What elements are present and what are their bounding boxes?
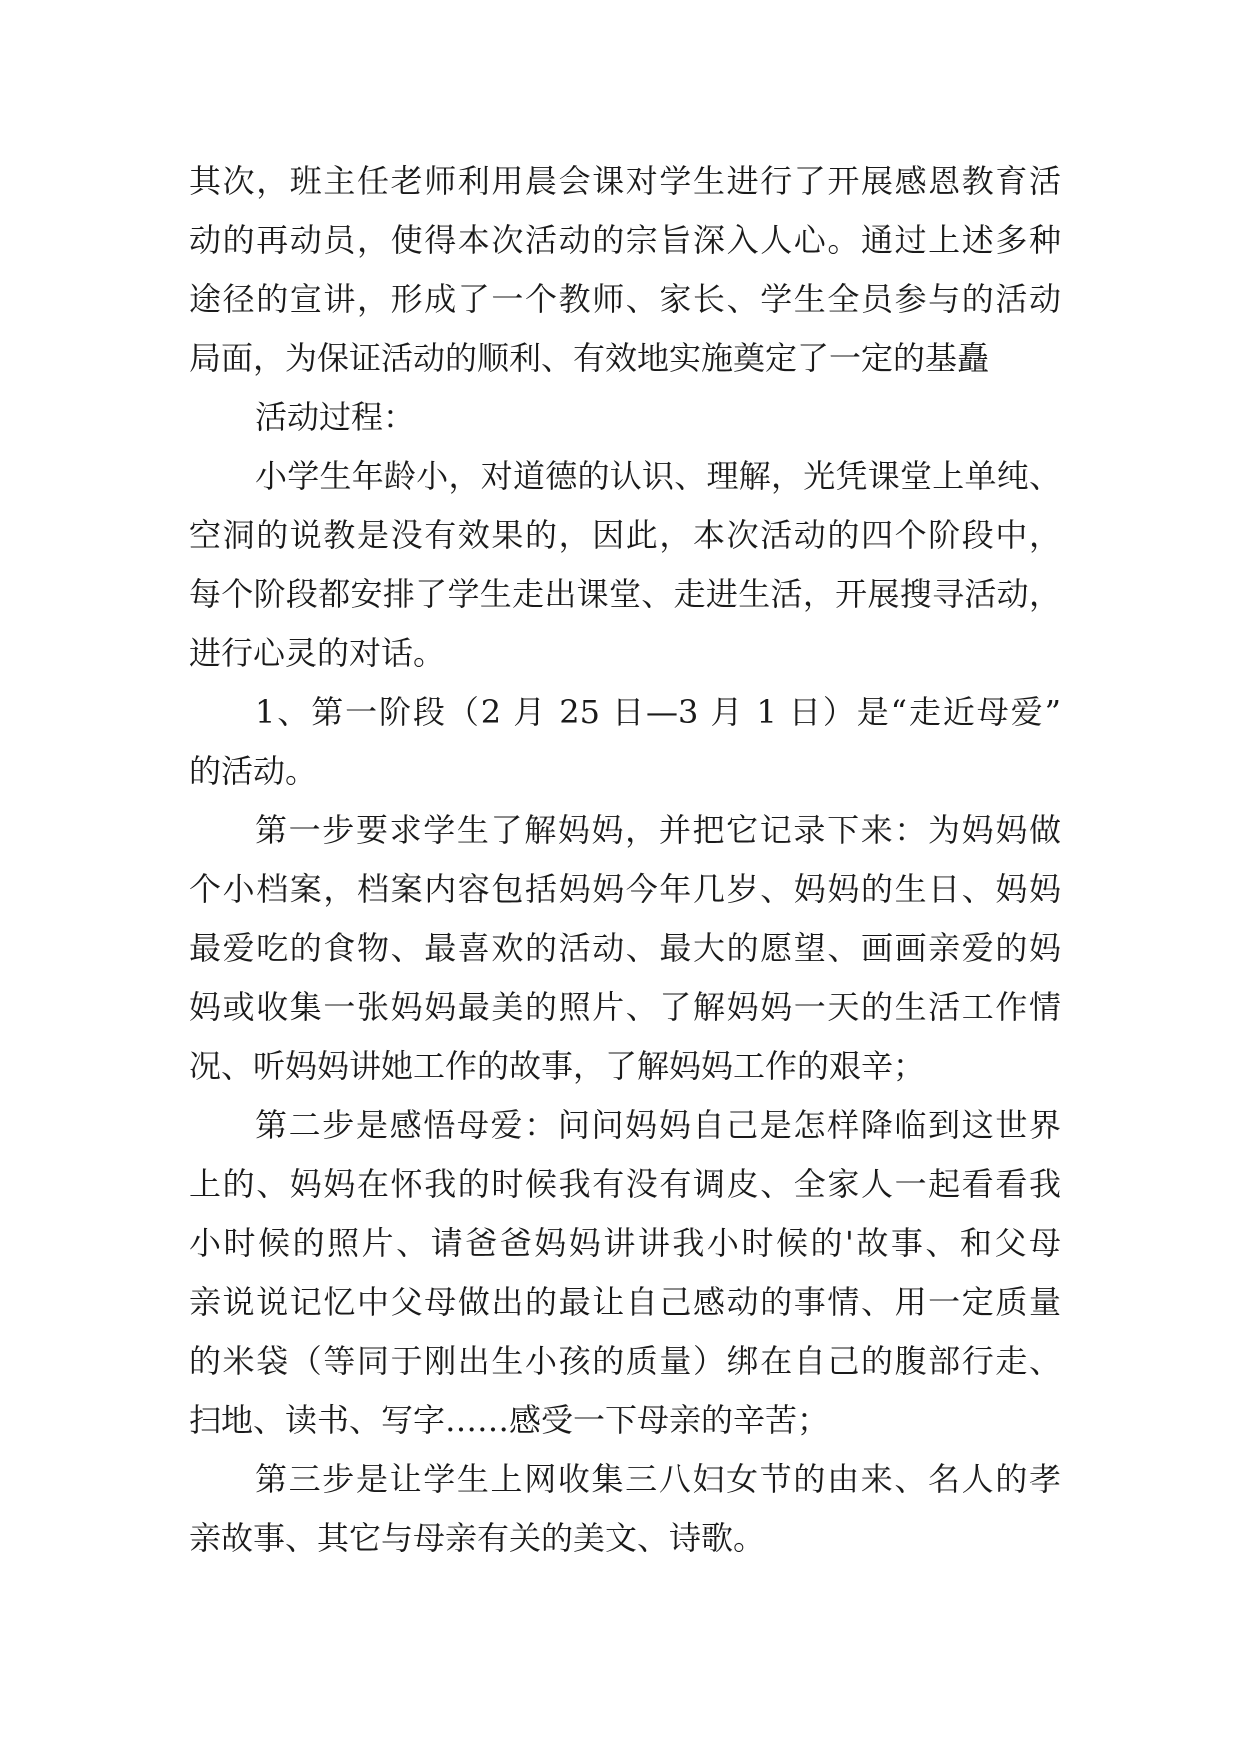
text-line: 局面，为保证活动的顺利、有效地实施奠定了一定的基矗 [189, 339, 990, 377]
document-body [189, 152, 1061, 1568]
text-line: 第一步要求学生了解妈妈，并把它记录下来：为妈妈做 [255, 811, 1061, 849]
text-line: 最爱吃的食物、最喜欢的活动、最大的愿望、画画亲爱的妈 [189, 929, 1061, 967]
text-line: 亲说说记忆中父母做出的最让自己感动的事情、用一定质量 [189, 1283, 1061, 1321]
text-line: 每个阶段都安排了学生走出课堂、走进生活，开展搜寻活动， [189, 575, 1061, 613]
text-line: 其次，班主任老师利用晨会课对学生进行了开展感恩教育活 [189, 162, 1061, 200]
section-heading: 活动过程： [255, 398, 416, 436]
text-line: 上的、妈妈在怀我的时候我有没有调皮、全家人一起看看我 [189, 1165, 1061, 1203]
text-line: 个小档案，档案内容包括妈妈今年几岁、妈妈的生日、妈妈 [189, 870, 1061, 908]
text-line: 第三步是让学生上网收集三八妇女节的由来、名人的孝 [255, 1460, 1061, 1498]
text-line: 扫地、读书、写字……感受一下母亲的辛苦； [189, 1401, 830, 1439]
text-line: 小时候的照片、请爸爸妈妈讲讲我小时候的'故事、和父母 [189, 1224, 1061, 1262]
text-line: 小学生年龄小，对道德的认识、理解，光凭课堂上单纯、 [255, 457, 1061, 495]
text-line: 第二步是感悟母爱：问问妈妈自己是怎样降临到这世界 [255, 1106, 1061, 1144]
text-line: 况、听妈妈讲她工作的故事，了解妈妈工作的艰辛； [189, 1047, 926, 1085]
text-line: 妈或收集一张妈妈最美的照片、了解妈妈一天的生活工作情 [189, 988, 1061, 1026]
text-line: 的米袋（等同于刚出生小孩的质量）绑在自己的腹部行走、 [189, 1342, 1061, 1380]
text-line: 1、第一阶段（2 月 25 日—3 月 1 日）是“走近母爱” [255, 693, 1061, 731]
text-line: 途径的宣讲，形成了一个教师、家长、学生全员参与的活动 [189, 280, 1061, 318]
text-line: 空洞的说教是没有效果的，因此，本次活动的四个阶段中， [189, 516, 1061, 554]
text-line: 亲故事、其它与母亲有关的美文、诗歌。 [189, 1519, 766, 1557]
text-line: 动的再动员，使得本次活动的宗旨深入人心。通过上述多种 [189, 221, 1061, 259]
text-line: 的活动。 [189, 752, 318, 790]
text-line: 进行心灵的对话。 [189, 634, 446, 672]
